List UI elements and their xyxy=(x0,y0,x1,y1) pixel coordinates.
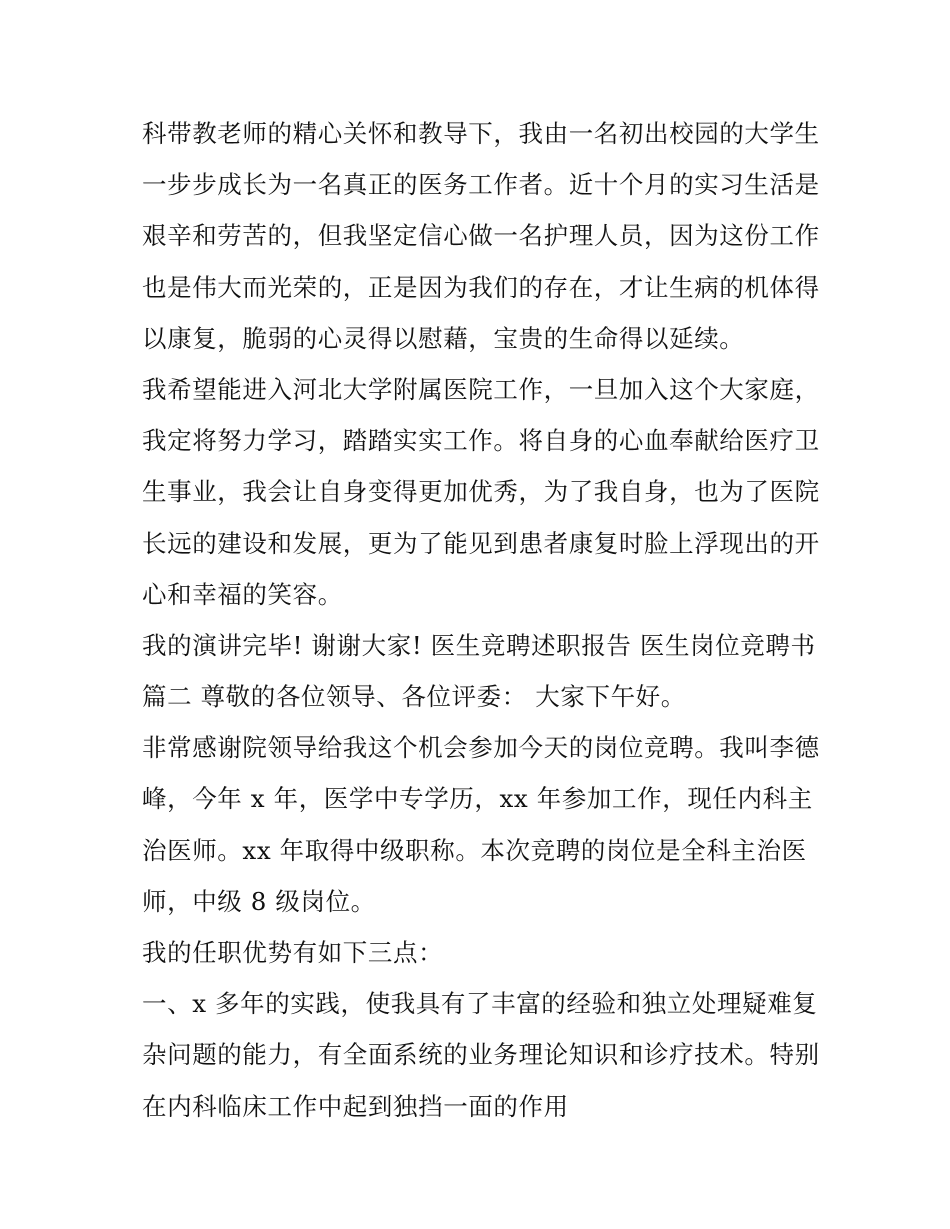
text-line: 心和幸福的笑容。 xyxy=(142,579,343,609)
text-line: 我的演讲完毕! 谢谢大家! 医生竞聘述职报告 医生岗位竞聘书 xyxy=(142,630,816,660)
text-line: 我定将努力学习，踏踏实实工作。将自身的心血奉献给医疗卫 xyxy=(142,426,820,456)
text-line: 峰，今年 x 年，医学中专学历，xx 年参加工作，现任内科主 xyxy=(142,784,813,814)
text-line: 篇二 尊敬的各位领导、各位评委： 大家下午好。 xyxy=(142,682,686,712)
text-line: 长远的建设和发展，更为了能见到患者康复时脸上浮现出的开 xyxy=(142,528,820,558)
text-line: 非常感谢院领导给我这个机会参加今天的岗位竞聘。我叫李德 xyxy=(142,733,820,763)
text-line: 治医师。xx 年取得中级职称。本次竞聘的岗位是全科主治医 xyxy=(142,835,807,865)
text-line: 在内科临床工作中起到独挡一面的作用 xyxy=(142,1091,569,1121)
text-line: 我希望能进入河北大学附属医院工作，一旦加入这个大家庭， xyxy=(142,374,820,404)
text-line: 艰辛和劳苦的，但我坚定信心做一名护理人员，因为这份工作 xyxy=(142,221,820,251)
text-line: 也是伟大而光荣的，正是因为我们的存在，才让生病的机体得 xyxy=(142,272,820,302)
text-line: 科带教老师的精心关怀和教导下，我由一名初出校园的大学生 xyxy=(142,119,820,148)
text-line: 一、x 多年的实践，使我具有了丰富的经验和独立处理疑难复 xyxy=(142,989,818,1019)
body-text xyxy=(142,108,822,1132)
text-line: 一步步成长为一名真正的医务工作者。近十个月的实习生活是 xyxy=(142,170,820,200)
text-line: 师，中级 8 级岗位。 xyxy=(142,886,376,916)
text-line: 生事业，我会让自身变得更加优秀，为了我自身，也为了医院 xyxy=(142,477,820,507)
text-line: 以康复，脆弱的心灵得以慰藉，宝贵的生命得以延续。 xyxy=(142,323,745,353)
text-line: 我的任职优势有如下三点： xyxy=(142,938,444,967)
text-line: 杂问题的能力，有全面系统的业务理论知识和诊疗技术。特别 xyxy=(142,1040,820,1070)
